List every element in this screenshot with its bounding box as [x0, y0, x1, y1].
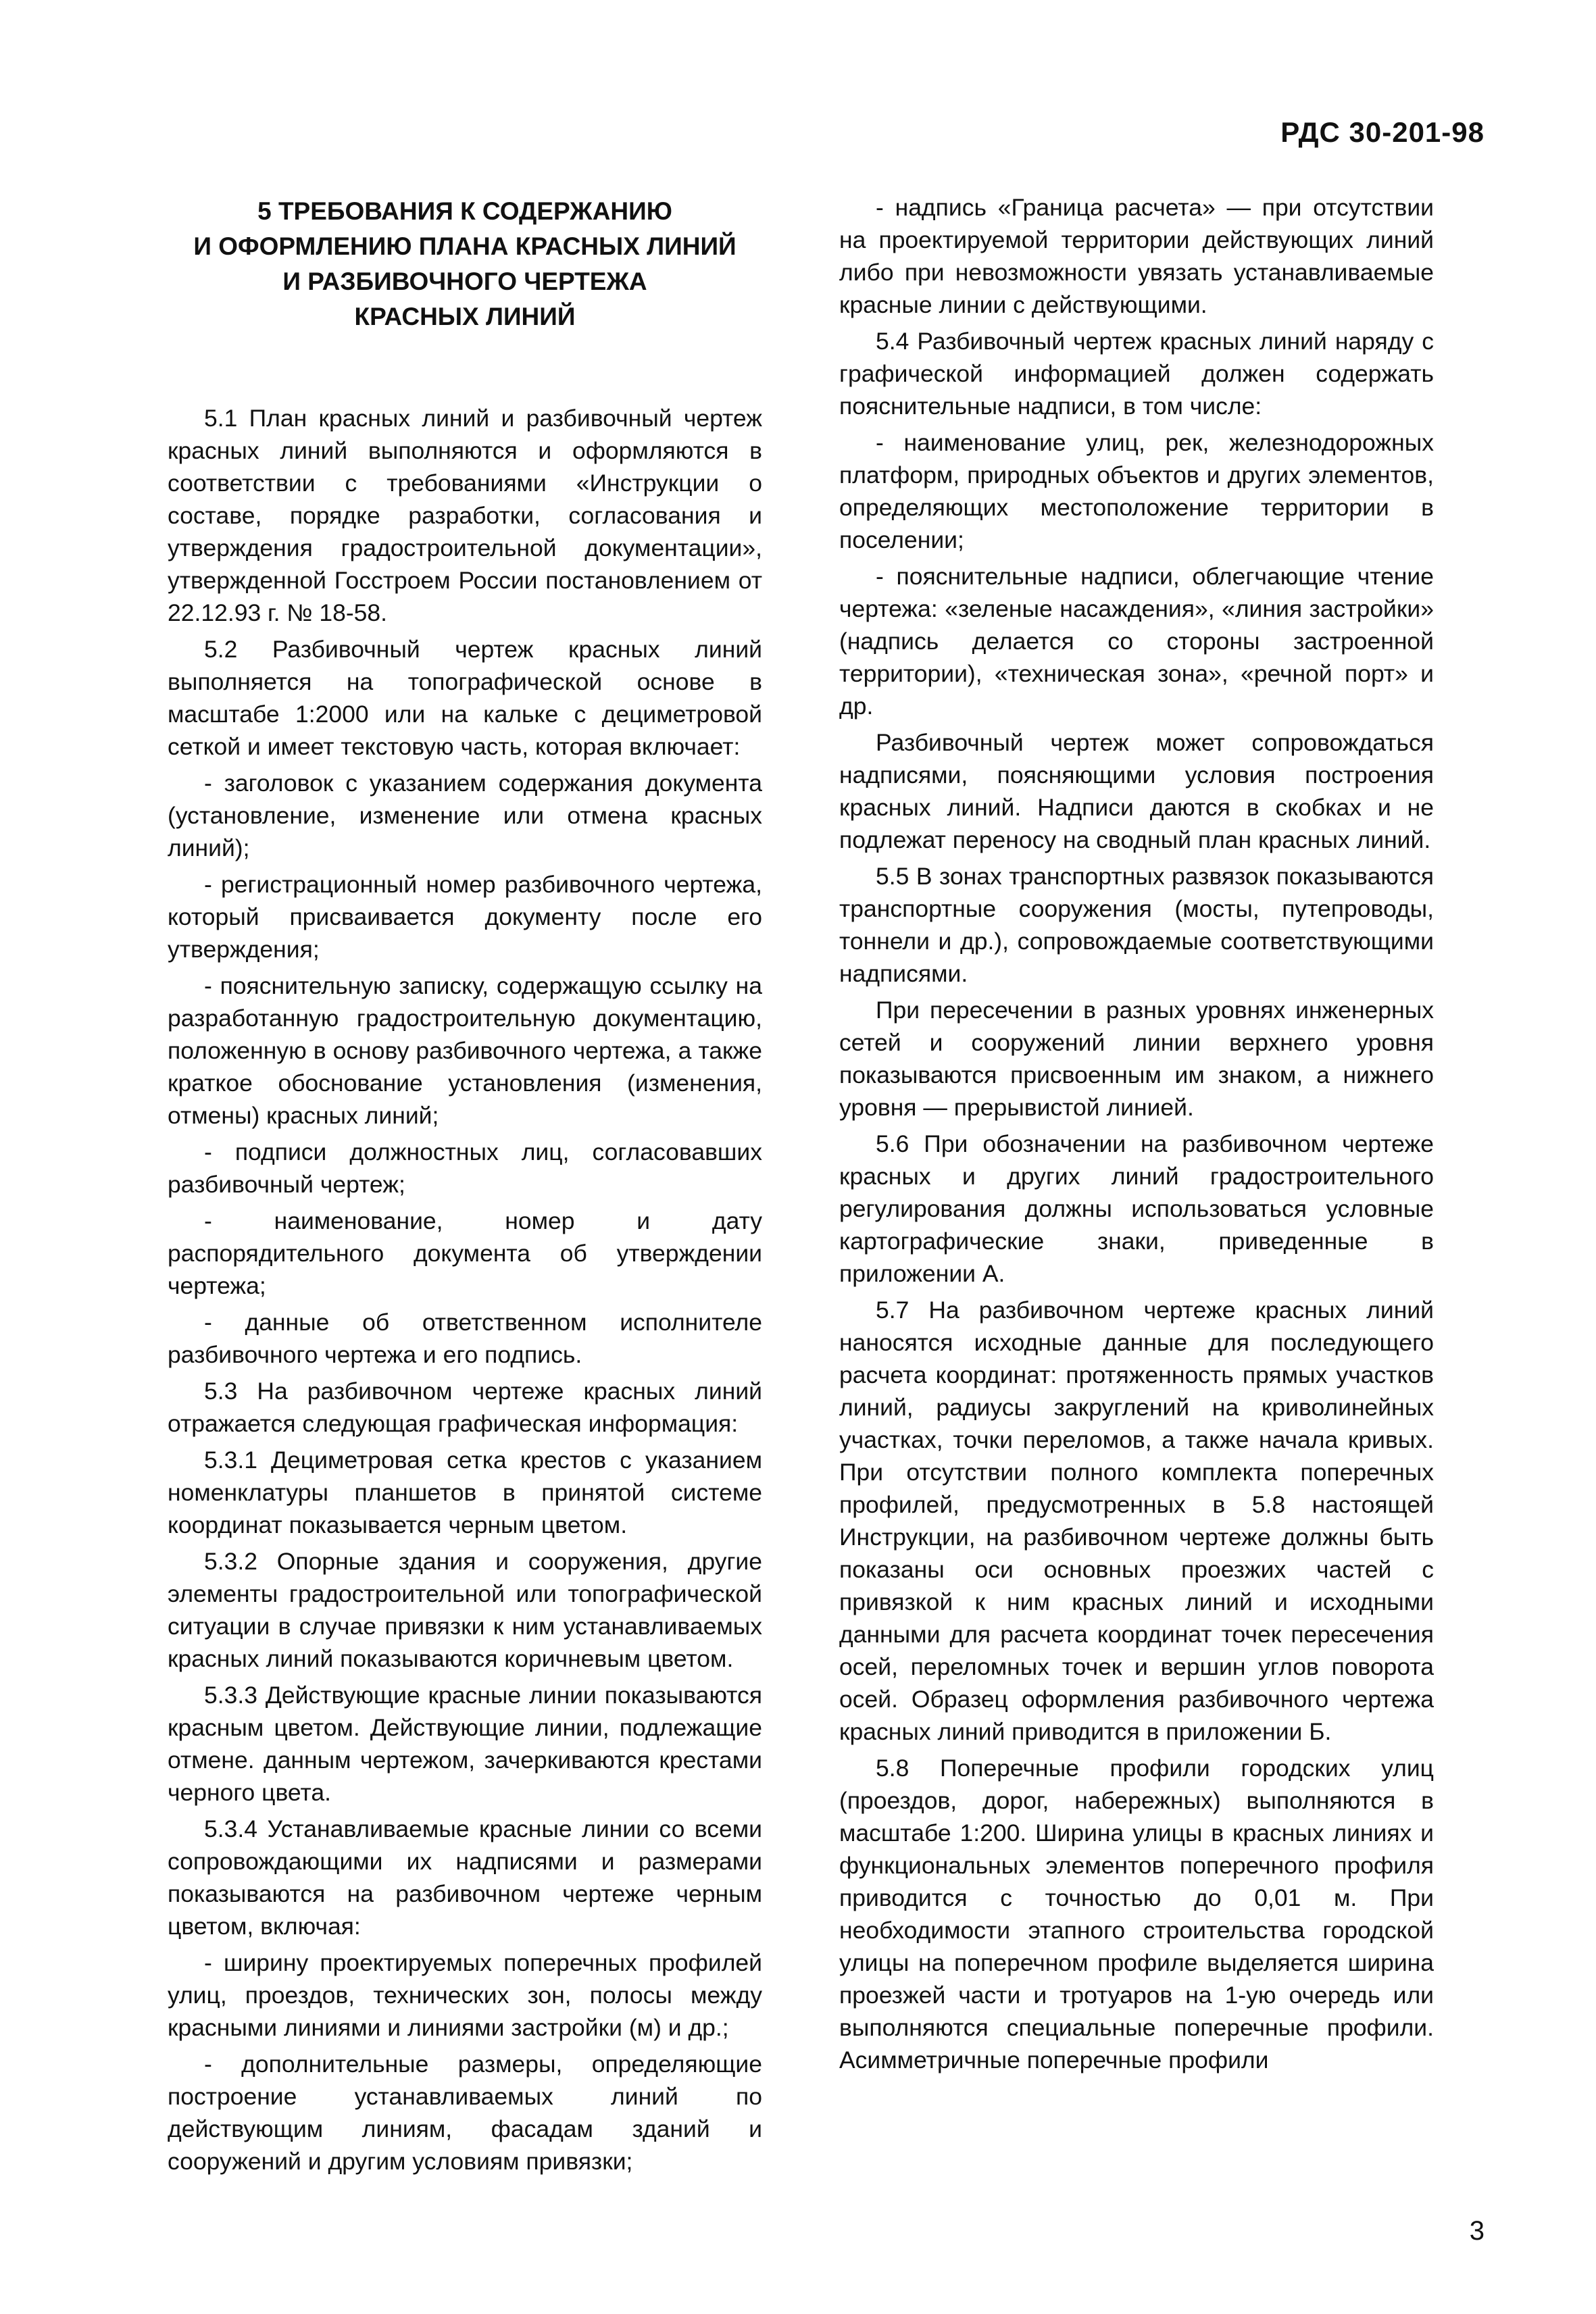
- list-item: - надпись «Граница расчета» — при отсутствии на проектируемой территории действующих линий либо при невозможности увязать устанавливаемые красные линии с действующими.: [839, 194, 1434, 318]
- paragraph-5-3-3: 5.3.3 Действующие красные линии показываются красным цветом. Действующие линии, подлежащие отмене. данным чертежом, зачеркиваются крестами черного цвета.: [168, 1682, 762, 1806]
- paragraph-5-8: 5.8 Поперечные профили городских улиц (проездов, дорог, набережных) выполняются в масштабе 1:200. Ширина улицы в красных линиях и функциональных элементов поперечного профиля приводится с точностью до 0,01 м. При необходимости этапного строительства городской улицы на поперечном профиле выделяется ширина проезжей части и тротуаров на 1-ую очередь или выполняются специальные поперечные профили. Асимметричные поперечные профили: [839, 1755, 1434, 2073]
- list-item: - пояснительные надписи, облегчающие чтение чертежа: «зеленые насаждения», «линия застройки» (надпись делается со стороны застроенной территории), «техническая зона», «речной порт» и др.: [839, 563, 1434, 720]
- paragraph: При пересечении в разных уровнях инженерных сетей и сооружений линии верхнего уровня показываются присвоенным им знаком, а нижнего уровня — прерывистой линией.: [839, 997, 1434, 1121]
- paragraph-5-2: 5.2 Разбивочный чертеж красных линий выполняется на топографической основе в масштабе 1:2000 или на кальке с дециметровой сеткой и имеет текстовую часть, которая включает:: [168, 636, 762, 760]
- paragraph-5-3-2: 5.3.2 Опорные здания и сооружения, другие элементы градостроительной или топографической ситуации в случае привязки к ним устанавливаемых красных линий показываются коричневым цветом.: [168, 1548, 762, 1672]
- section-title: [168, 194, 762, 334]
- paragraph-5-5: 5.5 В зонах транспортных развязок показываются транспортные сооружения (мосты, путепроводы, тоннели и др.), сопровождаемые соответствующими надписями.: [839, 863, 1434, 987]
- paragraph-5-7: 5.7 На разбивочном чертеже красных линий наносятся исходные данные для последующего расчета координат: протяженность прямых участков линий, радиусы закруглений на криволинейных участках, точки переломов, а также начала кривых. При отсутствии полного комплекта поперечных профилей, предусмотренных в 5.8 настоящей Инструкции, на разбивочном чертеже должны быть показаны оси основных проезжих частей с привязкой к ним красных линий и исходными данными для расчета координат точек пересечения осей, переломных точек и вершин углов поворота осей. Образец оформления разбивочного чертежа красных линий приводится в приложении Б.: [839, 1297, 1434, 1745]
- document-code: РДС 30-201-98: [1280, 116, 1485, 148]
- paragraph-5-1: 5.1 План красных линий и разбивочный чертеж красных линий выполняются и оформляются в соответствии с требованиями «Инструкции о составе, порядке разработки, согласования и утверждения градостроительной документации», утвержденной Госстроем России постановлением от 22.12.93 г. № 18-58.: [168, 405, 762, 626]
- left-column: [168, 191, 762, 2182]
- paragraph-5-6: 5.6 При обозначении на разбивочном чертеже красных и других линий градостроительного регулирования должны использоваться условные картографические знаки, приведенные в приложении А.: [839, 1130, 1434, 1287]
- list-item: - наименование, номер и дату распорядительного документа об утверждении чертежа;: [168, 1207, 762, 1299]
- list-item: - заголовок с указанием содержания документа (установление, изменение или отмена красных линий);: [168, 770, 762, 861]
- page-number: 3: [1469, 2216, 1485, 2246]
- paragraph-5-3-4: 5.3.4 Устанавливаемые красные линии со всеми сопровождающими их надписями и размерами показываются на разбивочном чертеже черным цветом, включая:: [168, 1815, 762, 1940]
- list-item: - данные об ответственном исполнителе разбивочного чертежа и его подпись.: [168, 1309, 762, 1368]
- list-item: - дополнительные размеры, определяющие построение устанавливаемых линий по действующим линиям, фасадам зданий и сооружений и другим условиям привязки;: [168, 2051, 762, 2175]
- paragraph-5-3-1: 5.3.1 Дециметровая сетка крестов с указанием номенклатуры планшетов в принятой системе координат показывается черным цветом.: [168, 1447, 762, 1538]
- section-title-line: 5 ТРЕБОВАНИЯ К СОДЕРЖАНИЮ: [257, 197, 672, 225]
- list-item: - ширину проектируемых поперечных профилей улиц, проездов, технических зон, полосы между красными линиями и линиями застройки (м) и др.;: [168, 1949, 762, 2041]
- section-title-line: И ОФОРМЛЕНИЮ ПЛАНА КРАСНЫХ ЛИНИЙ: [193, 232, 737, 260]
- paragraph: Разбивочный чертеж может сопровождаться надписями, поясняющими условия построения красных линий. Надписи даются в скобках и не подлежат переносу на сводный план красных линий.: [839, 729, 1434, 853]
- list-item: - наименование улиц, рек, железнодорожных платформ, природных объектов и других элементов, определяющих местоположение территории в поселении;: [839, 429, 1434, 553]
- section-title-line: И РАЗБИВОЧНОГО ЧЕРТЕЖА: [282, 268, 647, 295]
- section-title-line: КРАСНЫХ ЛИНИЙ: [354, 303, 576, 330]
- list-item: - пояснительную записку, содержащую ссылку на разработанную градостроительную документацию, положенную в основу разбивочного чертежа, а также краткое обоснование установления (изменения, отмены) красных линий;: [168, 972, 762, 1129]
- list-item: - подписи должностных лиц, согласовавших разбивочный чертеж;: [168, 1138, 762, 1198]
- list-item: - регистрационный номер разбивочного чертежа, который присваивается документу после его утверждения;: [168, 871, 762, 963]
- paragraph-5-3: 5.3 На разбивочном чертеже красных линий отражается следующая графическая информация:: [168, 1378, 762, 1437]
- paragraph-5-4: 5.4 Разбивочный чертеж красных линий наряду с графической информацией должен содержать пояснительные надписи, в том числе:: [839, 328, 1434, 420]
- right-column: [839, 191, 1434, 2080]
